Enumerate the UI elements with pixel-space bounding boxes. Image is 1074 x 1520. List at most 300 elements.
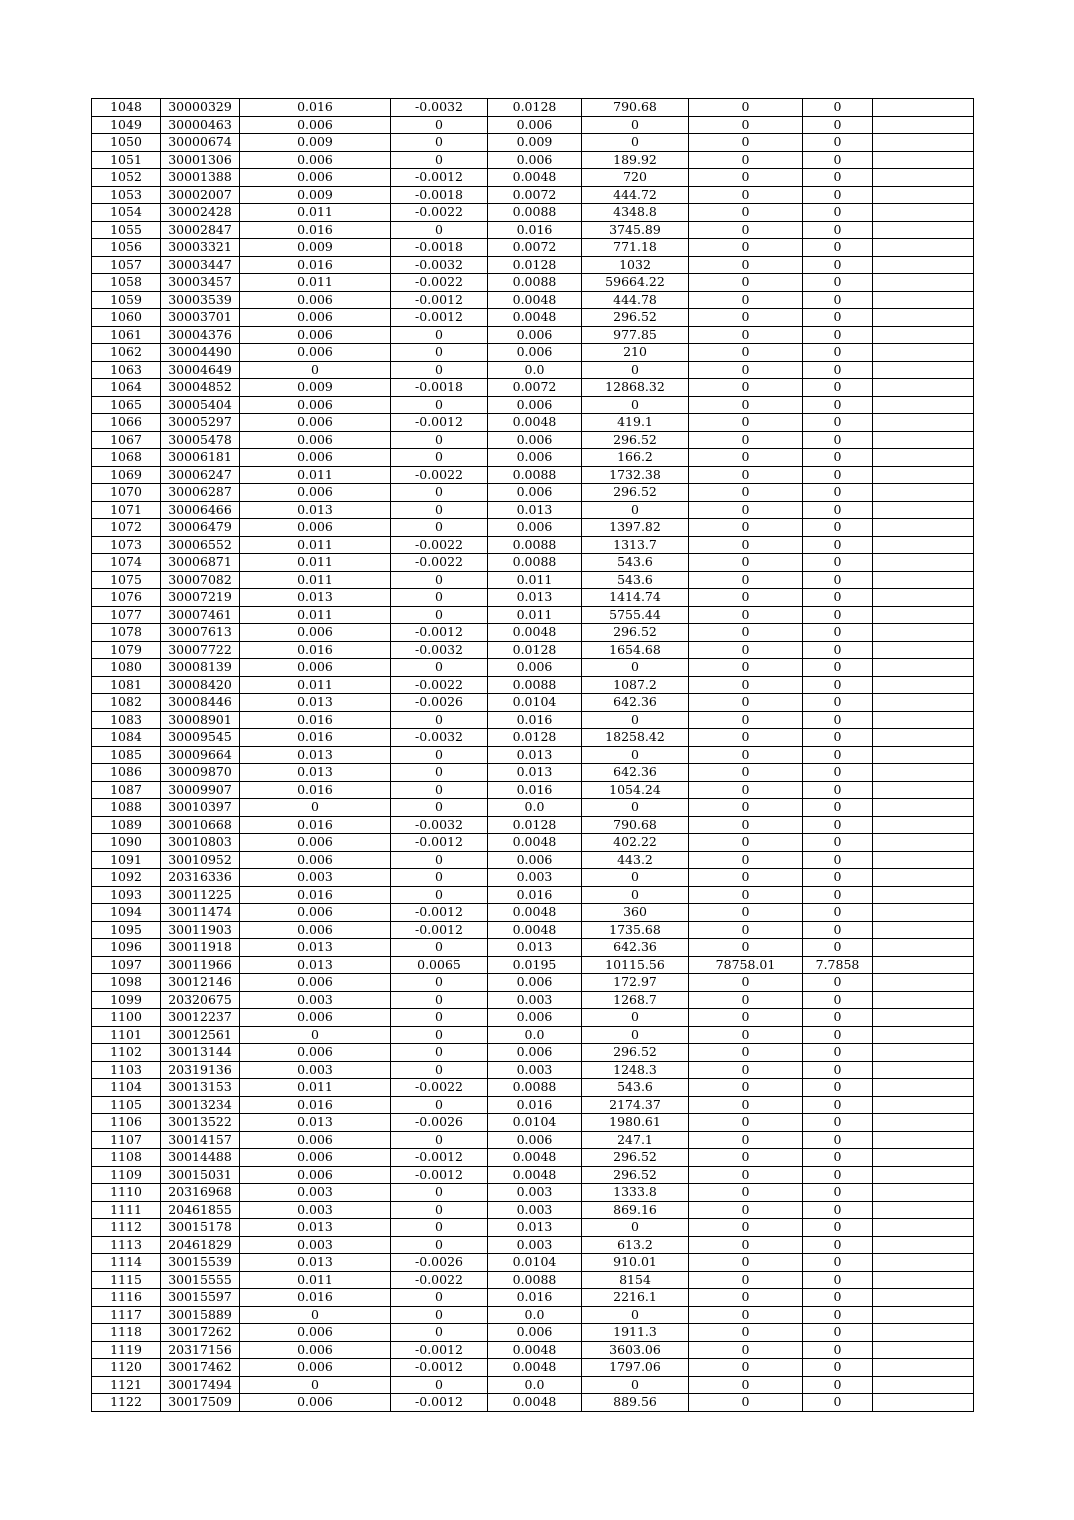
table-cell: 247.1 — [582, 1131, 689, 1149]
table-cell: 0 — [803, 501, 873, 519]
table-cell: 1078 — [92, 624, 161, 642]
table-cell: 0 — [391, 711, 488, 729]
table-cell: 0 — [689, 1149, 803, 1167]
table-cell: 20320675 — [161, 991, 240, 1009]
table-cell: 0.006 — [240, 624, 391, 642]
table-cell: 0.006 — [240, 659, 391, 677]
table-cell: 296.52 — [582, 624, 689, 642]
table-cell: 30007722 — [161, 641, 240, 659]
table-cell: 1065 — [92, 396, 161, 414]
table-cell: 1121 — [92, 1376, 161, 1394]
table-row — [92, 904, 974, 922]
table-row — [92, 1236, 974, 1254]
table-cell: 1059 — [92, 291, 161, 309]
table-cell: 30007082 — [161, 571, 240, 589]
table-cell: 0 — [803, 309, 873, 327]
table-cell: 0 — [689, 816, 803, 834]
table-cell: 1050 — [92, 134, 161, 152]
table-cell: 30017509 — [161, 1394, 240, 1412]
table-cell: 0.0088 — [488, 676, 582, 694]
table-cell: 30008139 — [161, 659, 240, 677]
table-row — [92, 309, 974, 327]
table-cell: 0.011 — [240, 274, 391, 292]
table-cell: 444.72 — [582, 186, 689, 204]
table-cell: 0.006 — [240, 484, 391, 502]
table-cell: 0.013 — [488, 746, 582, 764]
table-row — [92, 816, 974, 834]
table-cell: -0.0032 — [391, 256, 488, 274]
table-cell: 0 — [391, 1324, 488, 1342]
table-cell: 296.52 — [582, 1166, 689, 1184]
table-row — [92, 676, 974, 694]
table-cell: 0.003 — [240, 1184, 391, 1202]
table-cell: 1057 — [92, 256, 161, 274]
table-cell: 0.0048 — [488, 291, 582, 309]
table-cell: 0 — [803, 711, 873, 729]
table-cell: 0.013 — [240, 939, 391, 957]
table-cell — [873, 116, 974, 134]
table-cell: 1071 — [92, 501, 161, 519]
table-cell: 0.0128 — [488, 99, 582, 117]
table-cell — [873, 134, 974, 152]
table-cell — [873, 1376, 974, 1394]
table-cell: 0.016 — [488, 711, 582, 729]
table-cell: 0.013 — [488, 939, 582, 957]
table-cell: 0 — [803, 869, 873, 887]
table-cell — [873, 694, 974, 712]
table-cell: 0 — [803, 1061, 873, 1079]
table-cell: 0 — [391, 396, 488, 414]
table-cell — [873, 1254, 974, 1272]
table-row — [92, 291, 974, 309]
table-row — [92, 589, 974, 607]
table-cell: 0 — [803, 116, 873, 134]
table-cell: 0.0048 — [488, 309, 582, 327]
table-cell: 0 — [689, 449, 803, 467]
table-cell: 0 — [803, 974, 873, 992]
table-row — [92, 361, 974, 379]
table-row — [92, 1341, 974, 1359]
table-cell: 1062 — [92, 344, 161, 362]
table-cell: 0.006 — [240, 449, 391, 467]
table-cell: 0.006 — [488, 449, 582, 467]
table-cell: 30015031 — [161, 1166, 240, 1184]
table-cell: 30011918 — [161, 939, 240, 957]
table-cell: 0.006 — [240, 921, 391, 939]
table-cell: 0.006 — [488, 519, 582, 537]
table-cell: 59664.22 — [582, 274, 689, 292]
table-row — [92, 221, 974, 239]
table-row — [92, 449, 974, 467]
table-cell: 12868.32 — [582, 379, 689, 397]
table-cell: 0 — [689, 1009, 803, 1027]
table-cell: 0 — [391, 431, 488, 449]
table-cell: 0.006 — [488, 326, 582, 344]
table-cell: 0.0 — [488, 1376, 582, 1394]
table-cell: 296.52 — [582, 309, 689, 327]
table-cell: 1080 — [92, 659, 161, 677]
table-cell: 0.016 — [240, 886, 391, 904]
table-cell: 642.36 — [582, 694, 689, 712]
data-table — [91, 98, 974, 1412]
table-cell: 0 — [391, 851, 488, 869]
table-cell: 0.006 — [240, 974, 391, 992]
table-cell — [873, 414, 974, 432]
table-cell: 7.7858 — [803, 956, 873, 974]
table-cell — [873, 431, 974, 449]
table-cell: 210 — [582, 344, 689, 362]
table-cell: 0 — [689, 274, 803, 292]
table-cell: 30015597 — [161, 1289, 240, 1307]
table-row — [92, 431, 974, 449]
table-cell: 1099 — [92, 991, 161, 1009]
table-cell: -0.0012 — [391, 834, 488, 852]
table-cell: -0.0032 — [391, 99, 488, 117]
table-cell: 0 — [689, 169, 803, 187]
table-cell: 0 — [803, 1271, 873, 1289]
table-cell: -0.0012 — [391, 309, 488, 327]
table-row — [92, 99, 974, 117]
table-cell: 0 — [803, 274, 873, 292]
table-cell — [873, 1026, 974, 1044]
table-cell: 166.2 — [582, 449, 689, 467]
table-cell: 0 — [689, 519, 803, 537]
table-row — [92, 641, 974, 659]
table-cell: 0 — [689, 746, 803, 764]
table-cell: 30008446 — [161, 694, 240, 712]
table-cell: 0 — [803, 624, 873, 642]
table-cell: 0 — [689, 1114, 803, 1132]
table-cell: 0.0104 — [488, 694, 582, 712]
table-cell — [873, 274, 974, 292]
table-cell: 1115 — [92, 1271, 161, 1289]
table-cell — [873, 606, 974, 624]
table-cell: 0.0088 — [488, 204, 582, 222]
table-cell: 0 — [582, 501, 689, 519]
table-cell: 0 — [803, 1236, 873, 1254]
table-cell: 1120 — [92, 1359, 161, 1377]
table-cell: -0.0032 — [391, 641, 488, 659]
table-cell: 20461855 — [161, 1201, 240, 1219]
table-row — [92, 1114, 974, 1132]
table-row — [92, 1254, 974, 1272]
table-row — [92, 1219, 974, 1237]
table-cell: 30013144 — [161, 1044, 240, 1062]
table-cell: 0 — [689, 291, 803, 309]
table-cell: 0 — [391, 1306, 488, 1324]
table-cell: 0 — [689, 571, 803, 589]
table-cell: 172.97 — [582, 974, 689, 992]
table-cell: 30011225 — [161, 886, 240, 904]
table-cell — [873, 851, 974, 869]
table-row — [92, 414, 974, 432]
table-cell: 0.0088 — [488, 466, 582, 484]
table-row — [92, 1201, 974, 1219]
table-cell: 30002428 — [161, 204, 240, 222]
table-cell: 1313.7 — [582, 536, 689, 554]
table-cell: -0.0022 — [391, 554, 488, 572]
table-cell: 0 — [391, 746, 488, 764]
table-cell: 0.006 — [240, 326, 391, 344]
table-cell: 0.0104 — [488, 1254, 582, 1272]
table-cell: 0 — [689, 1289, 803, 1307]
table-cell — [873, 1324, 974, 1342]
table-cell: 0 — [689, 729, 803, 747]
table-cell: 0.006 — [488, 659, 582, 677]
table-cell: 30010952 — [161, 851, 240, 869]
table-cell: 0 — [689, 764, 803, 782]
table-cell — [873, 1236, 974, 1254]
table-row — [92, 1166, 974, 1184]
table-cell: 0 — [689, 1044, 803, 1062]
table-cell: 0 — [689, 589, 803, 607]
table-cell: 0.009 — [240, 186, 391, 204]
table-cell: 0.006 — [488, 116, 582, 134]
table-cell: 0 — [391, 1184, 488, 1202]
table-cell: 30011474 — [161, 904, 240, 922]
table-cell: 0 — [803, 746, 873, 764]
table-cell: 0.0072 — [488, 186, 582, 204]
table-cell: 771.18 — [582, 239, 689, 257]
table-cell: 0.006 — [488, 396, 582, 414]
table-cell: 0 — [582, 746, 689, 764]
table-cell: 0 — [803, 589, 873, 607]
table-cell: 1122 — [92, 1394, 161, 1412]
table-cell — [873, 396, 974, 414]
table-cell: 0.006 — [240, 396, 391, 414]
table-cell: 0.013 — [240, 1114, 391, 1132]
table-cell: 0 — [391, 221, 488, 239]
table-cell: 0.0088 — [488, 554, 582, 572]
table-cell: 1118 — [92, 1324, 161, 1342]
table-cell: 0 — [391, 344, 488, 362]
table-cell: 0 — [803, 1044, 873, 1062]
table-cell: 0 — [391, 1236, 488, 1254]
table-body — [92, 99, 974, 1412]
table-cell: 1053 — [92, 186, 161, 204]
table-cell: 20461829 — [161, 1236, 240, 1254]
table-cell: 30017494 — [161, 1376, 240, 1394]
table-cell: 0 — [803, 169, 873, 187]
table-cell: 0 — [689, 799, 803, 817]
table-row — [92, 1394, 974, 1412]
table-row — [92, 571, 974, 589]
table-cell: 0 — [803, 344, 873, 362]
table-cell: 0 — [803, 151, 873, 169]
table-cell: 0 — [689, 834, 803, 852]
table-cell: 30011903 — [161, 921, 240, 939]
table-cell: -0.0026 — [391, 694, 488, 712]
table-cell: 1096 — [92, 939, 161, 957]
table-cell: 0.013 — [240, 501, 391, 519]
table-cell — [873, 466, 974, 484]
table-cell: 1081 — [92, 676, 161, 694]
table-cell: 1086 — [92, 764, 161, 782]
table-cell — [873, 1061, 974, 1079]
table-cell: 0.011 — [240, 1271, 391, 1289]
table-cell: 1103 — [92, 1061, 161, 1079]
table-cell: 0.013 — [240, 694, 391, 712]
table-cell: 0 — [391, 869, 488, 887]
table-cell: 0 — [689, 256, 803, 274]
table-cell: 30010397 — [161, 799, 240, 817]
table-row — [92, 869, 974, 887]
table-cell: 0 — [689, 991, 803, 1009]
table-row — [92, 624, 974, 642]
table-cell: 0 — [689, 851, 803, 869]
table-cell: 0.006 — [240, 344, 391, 362]
table-cell: 0.013 — [240, 1254, 391, 1272]
table-cell: 0 — [689, 1254, 803, 1272]
table-cell: 3745.89 — [582, 221, 689, 239]
table-row — [92, 799, 974, 817]
table-cell: 1049 — [92, 116, 161, 134]
table-cell: 0 — [689, 466, 803, 484]
table-row — [92, 659, 974, 677]
table-cell: 543.6 — [582, 571, 689, 589]
table-cell — [873, 676, 974, 694]
table-cell: 0.006 — [240, 519, 391, 537]
table-cell: 1092 — [92, 869, 161, 887]
table-cell: 0 — [803, 1201, 873, 1219]
table-cell: 0 — [689, 431, 803, 449]
table-cell: 0 — [689, 501, 803, 519]
table-cell: 0.013 — [240, 956, 391, 974]
table-cell: 0 — [391, 991, 488, 1009]
table-row — [92, 396, 974, 414]
table-cell: 0.0 — [488, 799, 582, 817]
table-cell: 0 — [803, 256, 873, 274]
table-cell: 1797.06 — [582, 1359, 689, 1377]
table-cell: 0 — [582, 1219, 689, 1237]
table-row — [92, 991, 974, 1009]
table-cell: 0.006 — [240, 1149, 391, 1167]
table-cell: 0 — [803, 1114, 873, 1132]
table-cell: 0 — [803, 1149, 873, 1167]
table-row — [92, 764, 974, 782]
table-cell: 5755.44 — [582, 606, 689, 624]
table-cell: 0 — [803, 379, 873, 397]
table-cell: 1075 — [92, 571, 161, 589]
table-cell: 0.006 — [240, 151, 391, 169]
table-cell: 0.003 — [240, 1061, 391, 1079]
table-cell: 0 — [689, 99, 803, 117]
table-cell: 1055 — [92, 221, 161, 239]
table-cell: 0.003 — [488, 991, 582, 1009]
table-cell: 444.78 — [582, 291, 689, 309]
table-cell: 0.011 — [240, 606, 391, 624]
table-cell: 1089 — [92, 816, 161, 834]
table-cell: -0.0012 — [391, 169, 488, 187]
table-cell — [873, 256, 974, 274]
table-cell: 0.009 — [240, 239, 391, 257]
table-cell: 0 — [582, 886, 689, 904]
table-cell: 30012146 — [161, 974, 240, 992]
table-cell: 0 — [689, 1271, 803, 1289]
table-cell: 0.016 — [240, 1289, 391, 1307]
table-cell: 0 — [689, 1341, 803, 1359]
table-cell: 1654.68 — [582, 641, 689, 659]
table-cell: 296.52 — [582, 431, 689, 449]
table-cell: 1072 — [92, 519, 161, 537]
table-cell: -0.0012 — [391, 1341, 488, 1359]
table-row — [92, 921, 974, 939]
table-cell: 0.0195 — [488, 956, 582, 974]
table-cell: 30003701 — [161, 309, 240, 327]
table-cell: 0 — [803, 676, 873, 694]
table-cell: 30006247 — [161, 466, 240, 484]
table-cell — [873, 1341, 974, 1359]
table-cell: 0 — [689, 1131, 803, 1149]
table-cell: 0 — [803, 886, 873, 904]
table-cell: 0 — [689, 116, 803, 134]
table-cell — [873, 1289, 974, 1307]
table-cell: 30011966 — [161, 956, 240, 974]
table-cell: 0.006 — [240, 904, 391, 922]
table-row — [92, 501, 974, 519]
table-row — [92, 1376, 974, 1394]
table-cell: 0.016 — [488, 781, 582, 799]
table-cell: 0 — [391, 886, 488, 904]
table-cell: 543.6 — [582, 1079, 689, 1097]
table-cell: 1063 — [92, 361, 161, 379]
table-cell: 0 — [803, 414, 873, 432]
table-cell: 0.006 — [488, 344, 582, 362]
table-cell: 0 — [689, 886, 803, 904]
table-cell: 30015889 — [161, 1306, 240, 1324]
table-cell: 0 — [689, 694, 803, 712]
table-cell: 0 — [803, 1166, 873, 1184]
table-cell: 0.013 — [488, 501, 582, 519]
table-cell: 1111 — [92, 1201, 161, 1219]
table-cell: 0 — [689, 1096, 803, 1114]
table-cell: 0 — [803, 1306, 873, 1324]
table-cell — [873, 1306, 974, 1324]
table-cell: 30015178 — [161, 1219, 240, 1237]
table-row — [92, 1131, 974, 1149]
table-cell: 0 — [391, 1289, 488, 1307]
table-cell: 30006552 — [161, 536, 240, 554]
table-cell: 0 — [803, 1079, 873, 1097]
table-row — [92, 274, 974, 292]
table-cell — [873, 484, 974, 502]
table-cell: 360 — [582, 904, 689, 922]
table-cell: 1079 — [92, 641, 161, 659]
table-row — [92, 729, 974, 747]
table-cell: 1117 — [92, 1306, 161, 1324]
table-cell: 0.013 — [488, 589, 582, 607]
table-cell — [873, 974, 974, 992]
table-cell: 3603.06 — [582, 1341, 689, 1359]
table-cell — [873, 764, 974, 782]
table-cell: 0 — [803, 186, 873, 204]
table-cell: 1094 — [92, 904, 161, 922]
table-cell: 1911.3 — [582, 1324, 689, 1342]
table-cell: 0.009 — [240, 379, 391, 397]
table-cell — [873, 1359, 974, 1377]
table-cell — [873, 1114, 974, 1132]
table-cell: 0 — [803, 326, 873, 344]
table-cell: 0 — [391, 151, 488, 169]
table-cell: 0 — [391, 1096, 488, 1114]
table-cell: 0 — [803, 1376, 873, 1394]
table-cell: 0 — [391, 361, 488, 379]
table-cell: 0 — [689, 1026, 803, 1044]
table-cell: 1102 — [92, 1044, 161, 1062]
table-cell: 0 — [582, 799, 689, 817]
table-cell: 0 — [689, 641, 803, 659]
table-row — [92, 186, 974, 204]
